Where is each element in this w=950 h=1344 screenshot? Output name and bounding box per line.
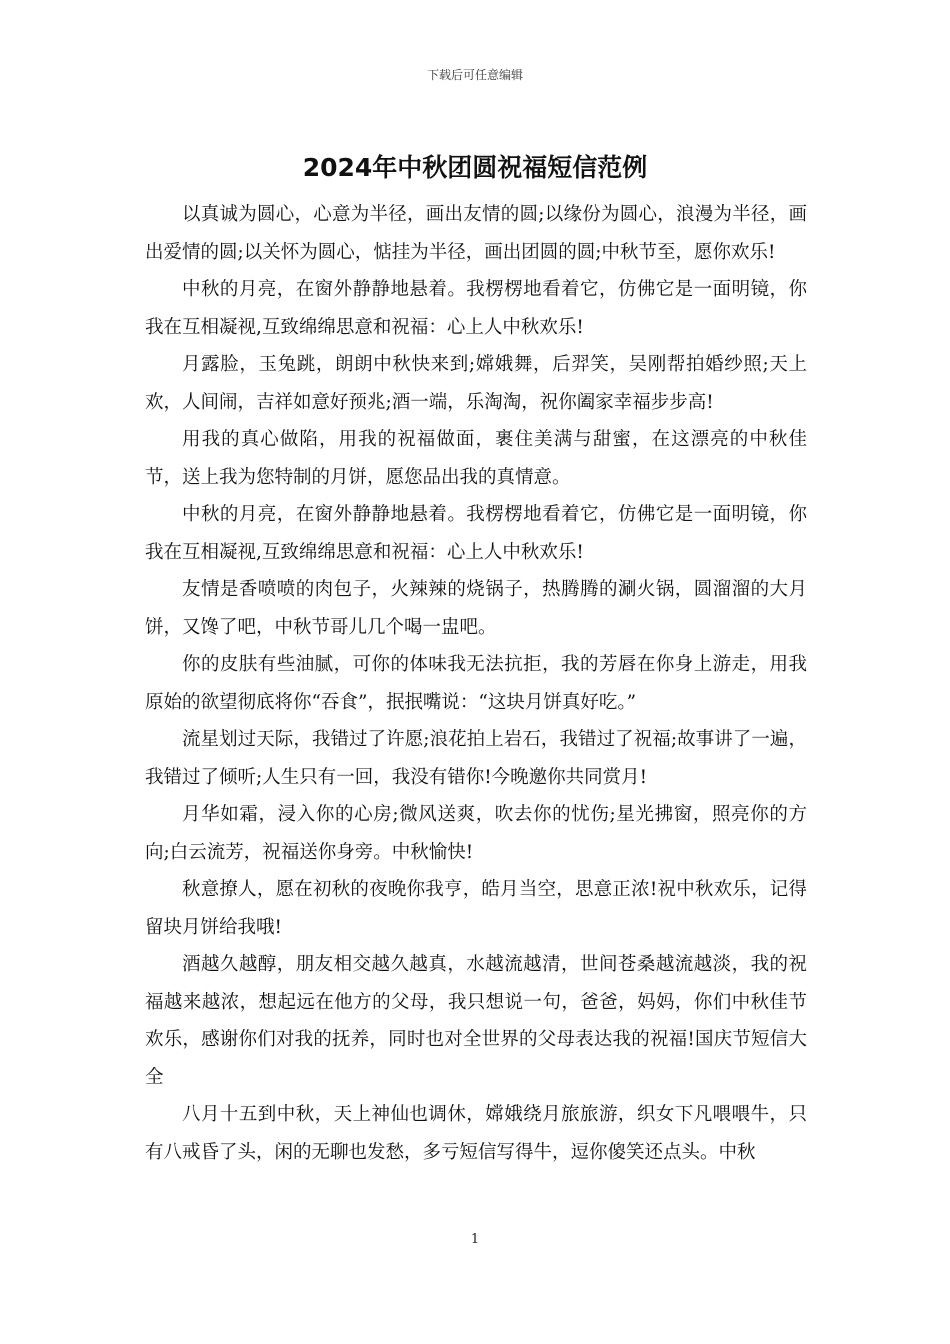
paragraph-11: 酒越久越醇，朋友相交越久越真，水越流越清，世间苍桑越流越淡，我的祝福越来越浓，想起远在他方的父母，我只想说一句，爸爸，妈妈，你们中秋佳节欢乐，感谢你们对我的抚养，同时也对全世界的父母表达我的祝福!国庆节短信大全: [145, 954, 807, 1088]
paragraph-8: 流星划过天际，我错过了许愿;浪花拍上岩石，我错过了祝福;故事讲了一遍，我错过了倾听;人生只有一回，我没有错你!今晚邀你共同赏月!: [145, 729, 807, 788]
paragraph-10: 秋意撩人，愿在初秋的夜晚你我亨，皓月当空，思意正浓!祝中秋欢乐，记得留块月饼给我哦!: [145, 879, 807, 938]
paragraph-7: 你的皮肤有些油腻，可你的体味我无法抗拒，我的芳唇在你身上游走，用我原始的欲望彻底将你“吞食”，抿抿嘴说：“这块月饼真好吃。”: [145, 654, 807, 713]
paragraph-6: 友情是香喷喷的肉包子，火辣辣的烧锅子，热腾腾的涮火锅，圆溜溜的大月饼，又馋了吧，中秋节哥儿几个喝一盅吧。: [145, 579, 807, 638]
document-body: [145, 196, 807, 1171]
paragraph-2: 中秋的月亮，在窗外静静地悬着。我楞楞地看着它，仿佛它是一面明镜，你我在互相凝视,互致绵绵思意和祝福：心上人中秋欢乐!: [145, 279, 807, 338]
paragraph-12: 八月十五到中秋，天上神仙也调休，嫦娥绕月旅旅游，织女下凡喂喂牛，只有八戒昏了头，闲的无聊也发愁，多亏短信写得牛，逗你傻笑还点头。中秋: [145, 1104, 807, 1163]
paragraph-4: 用我的真心做陷，用我的祝福做面，裹住美满与甜蜜，在这漂亮的中秋佳节，送上我为您特制的月饼，愿您品出我的真情意。: [145, 429, 807, 488]
paragraph-5: 中秋的月亮，在窗外静静地悬着。我楞楞地看着它，仿佛它是一面明镜，你我在互相凝视,互致绵绵思意和祝福：心上人中秋欢乐!: [145, 504, 807, 563]
document-title: 2024年中秋团圆祝福短信范例: [302, 153, 648, 182]
header-note: 下载后可任意编辑: [426, 68, 523, 82]
paragraph-9: 月华如霜，浸入你的心房;微风送爽，吹去你的忧伤;星光拂窗，照亮你的方向;白云流芳，祝福送你身旁。中秋愉快!: [145, 804, 807, 863]
paragraph-3: 月露脸，玉兔跳，朗朗中秋快来到;嫦娥舞，后羿笑，吴刚帮拍婚纱照;天上欢，人间闹，吉祥如意好预兆;酒一端，乐淘淘，祝你阖家幸福步步高!: [145, 354, 807, 413]
paragraph-1: 以真诚为圆心，心意为半径，画出友情的圆;以缘份为圆心，浪漫为半径，画出爱情的圆;以关怀为圆心，惦挂为半径，画出团圆的圆;中秋节至，愿你欢乐!: [145, 204, 807, 263]
page-number: 1: [470, 1232, 480, 1247]
